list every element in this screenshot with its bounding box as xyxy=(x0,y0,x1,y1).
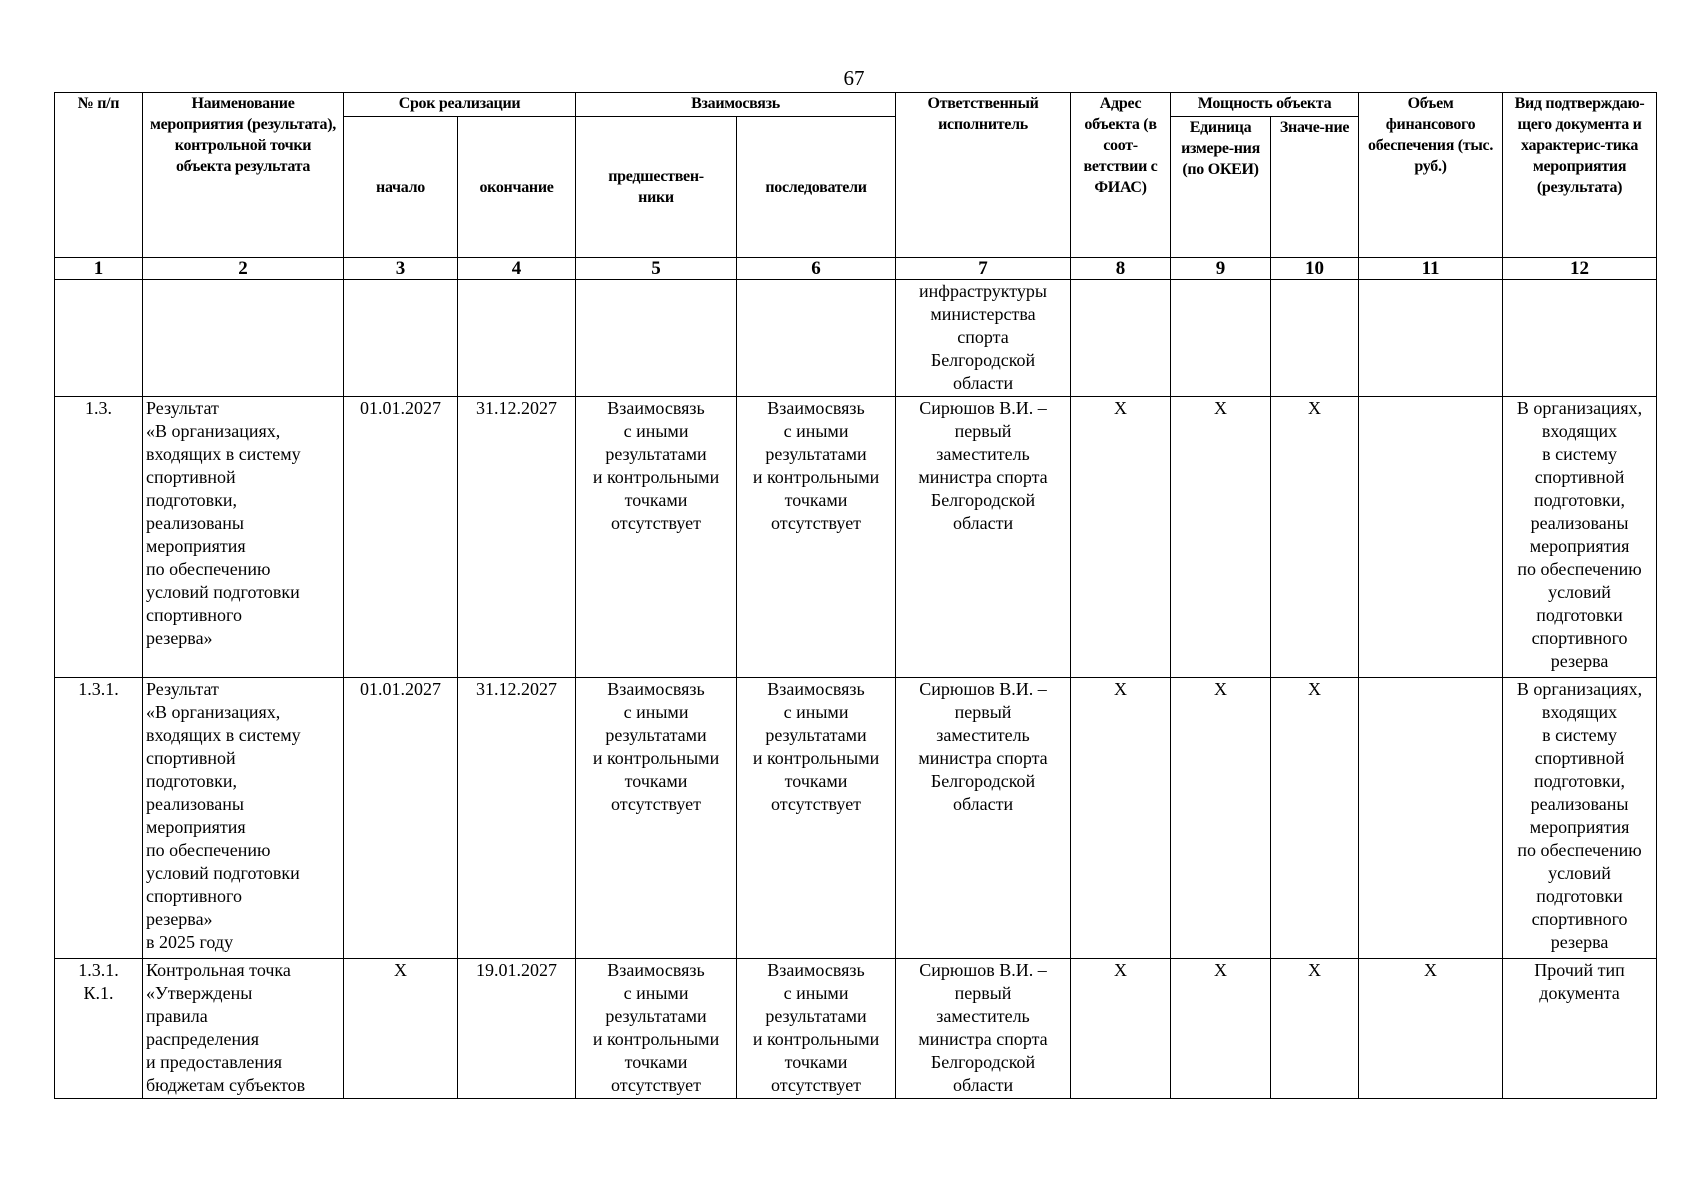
column-number: 3 xyxy=(344,258,458,280)
header-row-1 xyxy=(55,93,1657,117)
cell-start xyxy=(344,280,458,397)
table-row xyxy=(55,678,1657,959)
cell-funding xyxy=(1359,280,1503,397)
column-number: 6 xyxy=(737,258,896,280)
table-row xyxy=(55,280,1657,397)
column-number: 4 xyxy=(458,258,576,280)
cell-predecessors: Взаимосвязь с иными результатами и контрольными точками отсутствует xyxy=(576,678,737,959)
cell-start: 01.01.2027 xyxy=(344,678,458,959)
column-number: 12 xyxy=(1503,258,1657,280)
cell-successors: Взаимосвязь с иными результатами и контрольными точками отсутствует xyxy=(737,678,896,959)
column-numbers-row xyxy=(55,258,1657,280)
column-number: 10 xyxy=(1271,258,1359,280)
cell-successors: Взаимосвязь с иными результатами и контрольными точками отсутствует xyxy=(737,397,896,678)
cell-value: X xyxy=(1271,959,1359,1099)
cell-doc-type: В организациях, входящих в систему спортивной подготовки, реализованы мероприятия по обеспечению условий подготовки спортивного резерва xyxy=(1503,397,1657,678)
cell-responsible: Сирюшов В.И. – первый заместитель министра спорта Белгородской области xyxy=(896,678,1071,959)
header-name: Наименование мероприятия (результата), контрольной точки объекта результата xyxy=(143,93,344,258)
header-successors: последователи xyxy=(737,117,896,258)
header-period-end: окончание xyxy=(458,117,576,258)
header-unit: Единица измере-ния (по ОКЕИ) xyxy=(1171,117,1271,258)
cell-address: X xyxy=(1071,397,1171,678)
cell-successors xyxy=(737,280,896,397)
cell-start: 01.01.2027 xyxy=(344,397,458,678)
cell-address: X xyxy=(1071,959,1171,1099)
cell-doc-type: Прочий тип документа xyxy=(1503,959,1657,1099)
cell-name: Результат «В организациях, входящих в систему спортивной подготовки, реализованы мероприятия по обеспечению условий подготовки спортивного резерва» в 2025 году xyxy=(143,678,344,959)
column-number: 9 xyxy=(1171,258,1271,280)
cell-doc-type xyxy=(1503,280,1657,397)
cell-funding xyxy=(1359,678,1503,959)
column-number: 2 xyxy=(143,258,344,280)
table-row xyxy=(55,397,1657,678)
cell-address: X xyxy=(1071,678,1171,959)
column-number: 5 xyxy=(576,258,737,280)
cell-num xyxy=(55,280,143,397)
cell-value: X xyxy=(1271,678,1359,959)
column-number: 8 xyxy=(1071,258,1171,280)
header-num: № п/п xyxy=(55,93,143,258)
cell-end xyxy=(458,280,576,397)
header-relation: Взаимосвязь xyxy=(576,93,896,117)
header-predecessors: предшествен- ники xyxy=(576,117,737,258)
header-funding: Объем финансового обеспечения (тыс. руб.) xyxy=(1359,93,1503,258)
cell-funding: X xyxy=(1359,959,1503,1099)
cell-funding xyxy=(1359,397,1503,678)
cell-end: 31.12.2027 xyxy=(458,678,576,959)
column-number: 7 xyxy=(896,258,1071,280)
header-period: Срок реализации xyxy=(344,93,576,117)
cell-unit: X xyxy=(1171,959,1271,1099)
cell-name: Контрольная точка «Утверждены правила распределения и предоставления бюджетам субъектов xyxy=(143,959,344,1099)
plan-table xyxy=(54,92,1657,1099)
cell-num: 1.3. xyxy=(55,397,143,678)
header-value: Значе-ние xyxy=(1271,117,1359,258)
cell-predecessors: Взаимосвязь с иными результатами и контрольными точками отсутствует xyxy=(576,959,737,1099)
cell-predecessors: Взаимосвязь с иными результатами и контрольными точками отсутствует xyxy=(576,397,737,678)
cell-unit: X xyxy=(1171,678,1271,959)
cell-end: 19.01.2027 xyxy=(458,959,576,1099)
header-capacity: Мощность объекта xyxy=(1171,93,1359,117)
cell-name xyxy=(143,280,344,397)
header-doc-type: Вид подтверждаю-щего документа и характерис-тика мероприятия (результата) xyxy=(1503,93,1657,258)
column-number: 11 xyxy=(1359,258,1503,280)
cell-num: 1.3.1. xyxy=(55,678,143,959)
column-number: 1 xyxy=(55,258,143,280)
cell-address xyxy=(1071,280,1171,397)
cell-name: Результат «В организациях, входящих в систему спортивной подготовки, реализованы мероприятия по обеспечению условий подготовки спортивного резерва» xyxy=(143,397,344,678)
cell-responsible: Сирюшов В.И. – первый заместитель министра спорта Белгородской области xyxy=(896,959,1071,1099)
cell-doc-type: В организациях, входящих в систему спортивной подготовки, реализованы мероприятия по обеспечению условий подготовки спортивного резерва xyxy=(1503,678,1657,959)
header-address: Адрес объекта (в соот-ветствии с ФИАС) xyxy=(1071,93,1171,258)
cell-num: 1.3.1. К.1. xyxy=(55,959,143,1099)
cell-responsible: инфраструктуры министерства спорта Белгородской области xyxy=(896,280,1071,397)
header-period-start: начало xyxy=(344,117,458,258)
cell-end: 31.12.2027 xyxy=(458,397,576,678)
cell-predecessors xyxy=(576,280,737,397)
cell-start: X xyxy=(344,959,458,1099)
cell-responsible: Сирюшов В.И. – первый заместитель министра спорта Белгородской области xyxy=(896,397,1071,678)
cell-value: X xyxy=(1271,397,1359,678)
header-responsible: Ответственный исполнитель xyxy=(896,93,1071,258)
cell-successors: Взаимосвязь с иными результатами и контрольными точками отсутствует xyxy=(737,959,896,1099)
cell-value xyxy=(1271,280,1359,397)
cell-unit xyxy=(1171,280,1271,397)
page-number: 67 xyxy=(843,66,865,90)
cell-unit: X xyxy=(1171,397,1271,678)
table-row xyxy=(55,959,1657,1099)
